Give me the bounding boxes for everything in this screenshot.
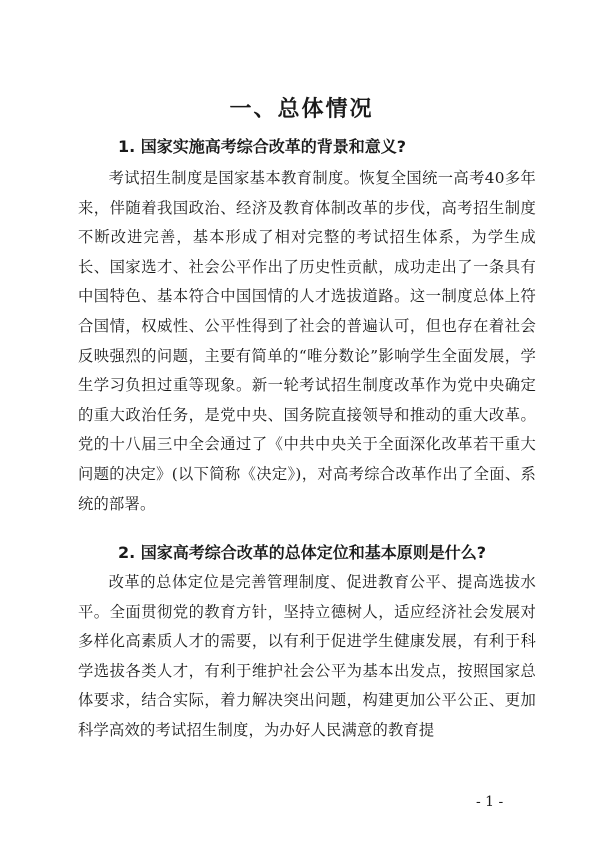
- question-2-heading: 2. 国家高考综合改革的总体定位和基本原则是什么?: [118, 543, 487, 562]
- page-number: - 1 -: [476, 794, 504, 810]
- answer-1-paragraph: 考试招生制度是国家基本教育制度。恢复全国统一高考40多年来，伴随着我国政治、经济及教育体制改革的步伐，高考招生制度不断改进完善，基本形成了相对完整的考试招生体系，为学生成长、国家选才、社会公平作出了历史性贡献，成功走出了一条具有中国特色、基本符合中国国情的人才选拔道路。这一制度总体上符合国情，权威性、公平性得到了社会的普遍认可，但也存在着社会反映强烈的问题，主要有简单的“唯分数论”影响学生全面发展，学生学习负担过重等现象。新一轮考试招生制度改革作为党中央确定的重大政治任务，是党中央、国务院直接领导和推动的重大改革。党的十八届三中全会通过了《中共中央关于全面深化改革若干重大问题的决定》(以下简称《决定》)，对高考综合改革作出了全面、系统的部署。: [78, 169, 536, 513]
- answer-2-paragraph: 改革的总体定位是完善管理制度、促进教育公平、提高选拔水平。全面贯彻党的教育方针，坚持立德树人，适应经济社会发展对多样化高素质人才的需要，以有利于促进学生健康发展，有利于科学选拔各类人才，有利于维护社会公平为基本出发点，按照国家总体要求，结合实际，着力解决突出问题，构建更加公平公正、更加科学高效的考试招生制度，为办好人民满意的教育提: [78, 573, 536, 739]
- question-1-heading: 1. 国家实施高考综合改革的背景和意义?: [118, 137, 407, 156]
- section-title: 一、总体情况: [229, 97, 374, 122]
